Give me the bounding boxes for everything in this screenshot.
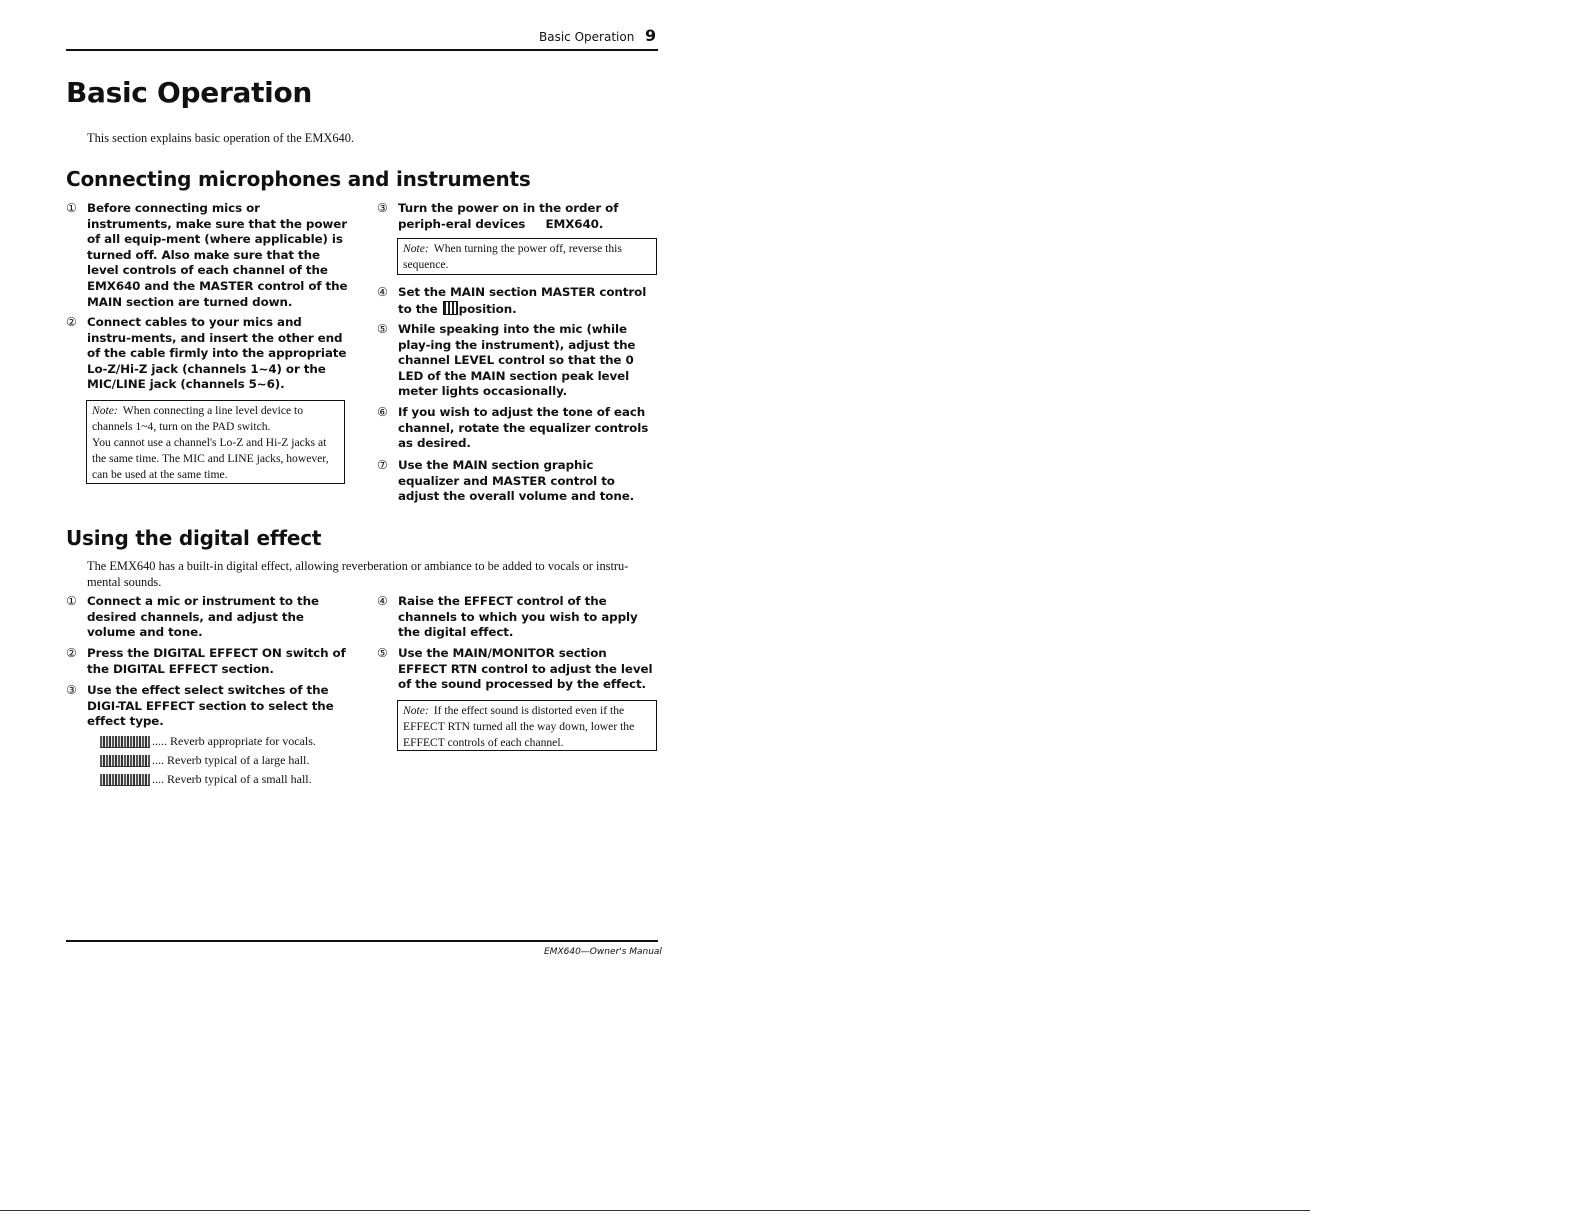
effect-display-icon [100,774,150,786]
step-number: ④ [377,594,388,608]
digital-step-4 [377,594,657,641]
step-text: Use the MAIN section graphic equalizer and MASTER control to adjust the overall volume and tone. [398,458,635,504]
note-text: You cannot use a channel's Lo-Z and Hi-Z jacks at the same time. The MIC and LINE jacks, however, can be used at the same time. [92,436,329,481]
step-text: Connect a mic or instrument to the desired channels, and adjust the volume and tone. [87,594,319,640]
digital-step-2 [66,646,348,677]
effect-description: .... Reverb typical of a large hall. [152,753,310,767]
step-text: Turn the power on in the order of periph-eral devices EMX640. [398,201,623,231]
step-text: Set the MAIN section MASTER control to the [398,285,647,316]
header-rule [66,49,658,51]
digital-intro-text: The EMX640 has a built-in digital effect, allowing reverberation or ambiance to be added to vocals or instru-mental sounds. [87,559,629,589]
step-number: ⑤ [377,322,388,336]
page-number: 9 [645,26,657,45]
step-number: ② [66,646,77,660]
effect-description: ..... Reverb appropriate for vocals. [152,734,316,748]
step-number: ② [66,315,77,329]
connect-step-7 [377,458,657,505]
section-heading-digital-effect: Using the digital effect [66,526,322,550]
step-number: ① [66,594,77,608]
note-box-effect-distorted [397,700,657,751]
step-text: position. [458,301,517,316]
connect-step-2 [66,315,348,393]
step-number: ③ [377,201,388,215]
step-number: ⑤ [377,646,388,660]
step-number: ③ [66,683,77,697]
intro-text: This section explains basic operation of the EMX640. [87,131,355,145]
note-box-power-off [397,238,657,275]
connect-step-3 [377,201,657,232]
footer-manual-title: EMX640—Owner's Manual [544,947,662,957]
page-edge-rule [0,1210,1310,1211]
running-header-title: Basic Operation [539,30,635,44]
effect-option-vocal [100,734,316,749]
footer-rule [66,940,658,942]
connect-step-4 [377,285,657,317]
step-number: ④ [377,285,388,299]
note-text: When connecting a line level device to channels 1~4, turn on the PAD switch. [92,404,304,433]
page-title: Basic Operation [66,76,313,109]
step-number: ⑥ [377,405,388,419]
step-text: While speaking into the mic (while play-ing the instrument), adjust the channel LEVEL control so that the 0 LED of the MAIN section peak level meter lights occasionally. [398,322,636,399]
digital-step-1 [66,594,348,641]
master-position-icon [443,301,458,315]
note-text: If the effect sound is distorted even if the EFFECT RTN turned all the way down, lower the EFFECT controls of each channel. [403,704,635,749]
digital-step-3 [66,683,348,730]
step-text: Press the DIGITAL EFFECT ON switch of the DIGITAL EFFECT section. [87,646,346,676]
note-label: Note: [403,704,429,717]
step-text: If you wish to adjust the tone of each channel, rotate the equalizer controls as desired. [398,405,649,451]
digital-step-5 [377,646,657,693]
effect-description: .... Reverb typical of a small hall. [152,772,312,786]
note-label: Note: [92,404,118,417]
connect-step-6 [377,405,657,452]
section-heading-connecting: Connecting microphones and instruments [66,167,531,191]
effect-option-small-hall [100,772,312,787]
effect-option-large-hall [100,753,309,768]
step-text: Before connecting mics or instruments, make sure that the power of all equip-ment (where applicable) is turned off. Also make sure that the level controls of each channel of the EMX640 and the MASTER control of the MAIN section are turned down. [87,201,348,309]
connect-step-1 [66,201,348,310]
step-number: ① [66,201,77,215]
step-text: Connect cables to your mics and instru-ments, and insert the other end of the cable firmly into the appropriate Lo-Z/Hi-Z jack (channels 1~4) or the MIC/LINE jack (channels 5~6). [87,315,347,392]
note-label: Note: [403,242,429,255]
step-text: Raise the EFFECT control of the channels to which you wish to apply the digital effect. [398,594,638,640]
note-text: When turning the power off, reverse this sequence. [403,242,622,271]
note-box-line-level [86,400,345,484]
effect-display-icon [100,755,150,767]
step-number: ⑦ [377,458,388,472]
connect-step-5 [377,322,657,400]
effect-display-icon [100,736,150,748]
step-text: Use the effect select switches of the DIGI-TAL EFFECT section to select the effect type. [87,683,334,729]
step-text: Use the MAIN/MONITOR section EFFECT RTN control to adjust the level of the sound processed by the effect. [398,646,653,692]
